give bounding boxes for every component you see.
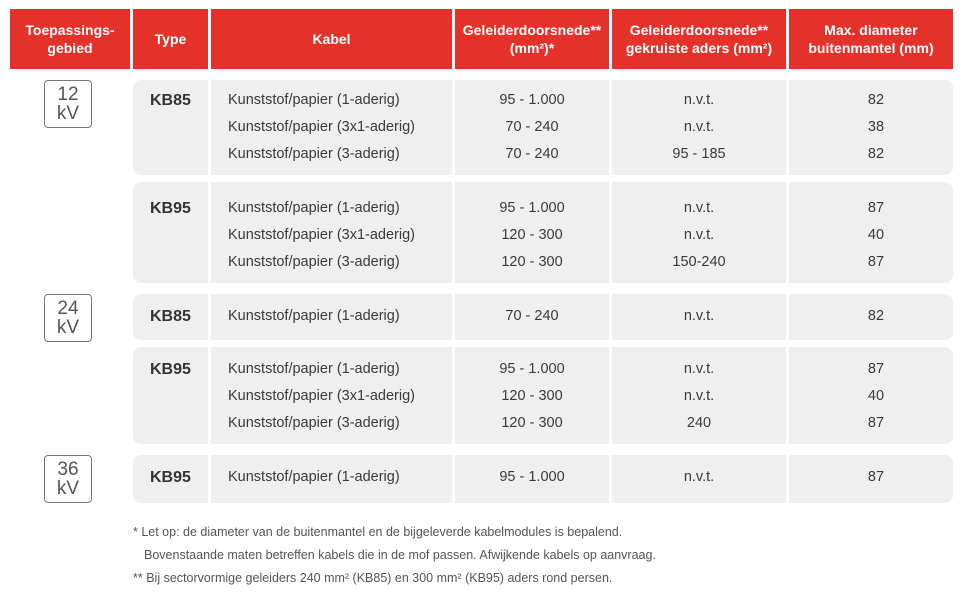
diameter-cell: 82 [867,92,885,108]
crossed-cell: n.v.t. [683,308,715,324]
header-cross-line2: (mm²)* [509,40,555,56]
header-area-line1: Toepassings- [25,22,115,38]
cross-cell: 120 - 300 [501,227,563,243]
cable-cell: Kunststof/papier (3x1-aderig) [228,119,415,135]
diameter-cell: 87 [867,415,885,431]
header-max-diameter [789,9,953,69]
header-diameter-line2: buitenmantel (mm) [808,40,934,56]
diameter-cell: 82 [867,146,885,162]
header-cable [211,9,452,69]
cable-cell: Kunststof/papier (1-aderig) [228,361,400,377]
cable-cell: Kunststof/papier (3x1-aderig) [228,227,415,243]
header-cross-section [455,9,609,69]
crossed-cell: 150-240 [672,254,726,270]
type-label: KB85 [150,92,191,109]
diameter-cell: 40 [867,227,885,243]
header-type-label: Type [154,31,187,47]
cross-cell: 70 - 240 [505,308,559,324]
header-area [10,9,130,69]
diameter-cell: 87 [867,200,885,216]
header-area-line2: gebied [47,40,93,56]
cable-cell: Kunststof/papier (1-aderig) [228,308,400,324]
crossed-cell: n.v.t. [683,361,715,377]
header-crossed-line2: gekruiste aders (mm²) [625,40,773,56]
cable-cell: Kunststof/papier (3x1-aderig) [228,388,415,404]
cable-cell: Kunststof/papier (3-aderig) [228,254,400,270]
diameter-cell: 82 [867,308,885,324]
cable-cell: Kunststof/papier (3-aderig) [228,415,400,431]
diameter-cell: 40 [867,388,885,404]
diameter-cell: 87 [867,361,885,377]
diameter-cell: 87 [867,469,885,485]
crossed-cell: n.v.t. [683,200,715,216]
voltage-value: 12 [57,84,79,105]
type-label: KB95 [150,469,191,486]
voltage-value: 36 [57,459,79,480]
cable-cell: Kunststof/papier (1-aderig) [228,469,400,485]
type-label: KB85 [150,308,191,325]
header-cable-label: Kabel [312,31,351,47]
crossed-cell: n.v.t. [683,469,715,485]
table-group [0,294,962,340]
cross-cell: 120 - 300 [501,415,563,431]
footnote-3: ** Bij sectorvormige geleiders 240 mm² (KB85) en 300 mm² (KB95) aders rond persen. [133,571,613,585]
diameter-cell: 38 [867,119,885,135]
crossed-cell: n.v.t. [683,388,715,404]
table-group [0,80,962,175]
voltage-unit: kV [56,317,80,338]
header-crossed-line1: Geleiderdoorsnede** [629,22,769,38]
crossed-cell: n.v.t. [683,119,715,135]
table-group [0,347,962,444]
table-group [0,455,962,503]
diameter-cell: 87 [867,254,885,270]
cross-cell: 95 - 1.000 [499,361,565,377]
crossed-cell: 240 [686,415,712,431]
header-cross-line1: Geleiderdoorsnede** [462,22,602,38]
header-type [133,9,208,69]
type-label: KB95 [150,200,191,217]
cross-cell: 95 - 1.000 [499,200,565,216]
table-group [0,182,962,283]
voltage-value: 24 [57,298,79,319]
header-diameter-line1: Max. diameter [824,22,918,38]
cable-cell: Kunststof/papier (1-aderig) [228,92,400,108]
cross-cell: 70 - 240 [505,119,559,135]
cable-cell: Kunststof/papier (3-aderig) [228,146,400,162]
cross-cell: 95 - 1.000 [499,92,565,108]
type-label: KB95 [150,361,191,378]
crossed-cell: n.v.t. [683,227,715,243]
cross-cell: 95 - 1.000 [499,469,565,485]
voltage-unit: kV [56,478,80,499]
crossed-cell: n.v.t. [683,92,715,108]
footnote-1: * Let op: de diameter van de buitenmantel en de bijgeleverde kabelmodules is bepalend. [133,525,623,539]
cable-cell: Kunststof/papier (1-aderig) [228,200,400,216]
crossed-cell: 95 - 185 [672,146,726,162]
header-crossed-cores [612,9,786,69]
footnote-2: Bovenstaande maten betreffen kabels die in de mof passen. Afwijkende kabels op aanvraag. [144,548,656,562]
cross-cell: 70 - 240 [505,146,559,162]
cross-cell: 120 - 300 [501,388,563,404]
cross-cell: 120 - 300 [501,254,563,270]
voltage-unit: kV [56,103,80,124]
